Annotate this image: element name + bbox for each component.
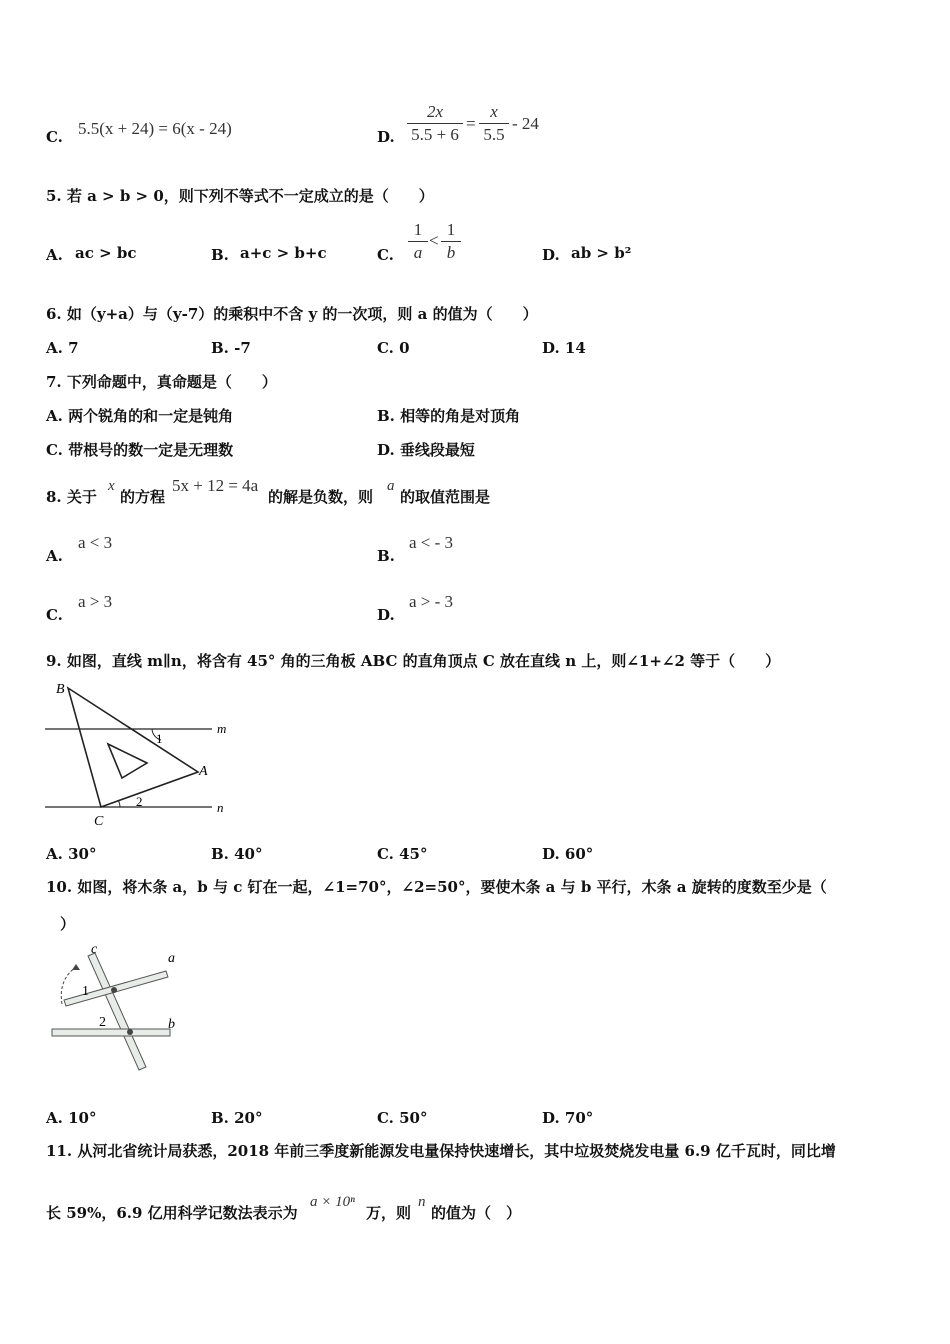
triangle-abc [68,688,198,807]
q5-option-c-fraction-right [441,220,461,263]
q10-option-b: B. 20° [211,1109,263,1127]
q11-stem-line2-post: 的值为（ ） [431,1204,522,1222]
label-2: 2 [99,1015,106,1030]
q4-option-c-expression: 5.5(x + 24) = 6(x - 24) [78,119,232,138]
q7-option-b: B. 相等的角是对顶角 [377,407,521,425]
label-a: a [168,951,175,966]
rotation-arrow-head [72,964,80,970]
denominator: a [413,243,423,262]
label-2: 2 [136,794,143,809]
numerator: x [479,102,509,124]
q4-option-d-tail: - 24 [512,114,539,133]
q8-option-a-label: A. [46,547,63,565]
q8-equation: 5x + 12 = 4a [172,476,259,495]
q8-option-d: a > - 3 [409,592,454,611]
q6-stem: 6. 如（y+a）与（y-7）的乘积中不含 y 的一次项，则 a 的值为（ ） [46,305,538,323]
label-c: c [91,942,98,957]
q8-var-a: a [387,478,395,494]
q9-figure-parallel-lines-triangle [40,676,240,832]
q5-option-b: a+c > b+c [240,244,327,262]
q4-option-d-label: D. [377,128,395,146]
q5-option-a-label: A. [46,246,63,264]
label-a: A [199,764,208,779]
q6-option-b: B. -7 [211,339,251,357]
q8-stem-pre: 8. 关于 [46,488,97,506]
q8-option-a: a < 3 [78,533,113,552]
q8-option-b: a < - 3 [409,533,454,552]
label-b: b [168,1017,175,1032]
q11-stem-line2-mid: 万，则 [366,1204,412,1222]
label-1: 1 [82,984,89,999]
q10-stem-line2: ） [60,915,76,933]
q6-option-a: A. 7 [46,339,79,357]
q8-option-c-label: C. [46,606,63,624]
q10-option-c: C. 50° [377,1109,428,1127]
q4-option-d-fraction-left [407,102,463,145]
q7-option-c: C. 带根号的数一定是无理数 [46,441,234,459]
q9-option-b: B. 40° [211,845,263,863]
denominator: 5.5 [483,125,505,144]
q8-stem-mid2: 的解是负数，则 [268,488,374,506]
label-m: m [217,721,227,736]
q9-option-c: C. 45° [377,845,428,863]
nail-2 [127,1029,133,1035]
q7-stem: 7. 下列命题中，真命题是（ ） [46,373,277,391]
q5-option-c-label: C. [377,246,394,264]
q8-option-c: a > 3 [78,592,113,611]
equals-sign: = [466,114,476,133]
q9-option-d: D. 60° [542,845,594,863]
less-than-sign: < [429,231,439,250]
q5-option-d: ab > b² [571,244,632,262]
q5-option-c-fraction-left [408,220,428,263]
q8-stem-mid1: 的方程 [120,488,166,506]
q7-option-a: A. 两个锐角的和一定是钝角 [46,407,234,425]
q10-figure-wooden-strips [42,940,192,1074]
label-n: n [217,800,224,815]
q4-option-c-label: C. [46,128,63,146]
label-1: 1 [156,731,163,746]
numerator: 2x [407,102,463,124]
numerator: 1 [441,220,461,242]
q4-option-d-fraction-right [479,102,509,145]
q10-option-a: A. 10° [46,1109,97,1127]
q11-var-n: n [418,1194,426,1210]
label-c: C [94,814,104,829]
q8-stem-post: 的取值范围是 [400,488,491,506]
strip-c [88,953,146,1070]
q10-stem-line1: 10. 如图，将木条 a，b 与 c 钉在一起，∠1=70°，∠2=50°，要使木条 a 与 b 平行，木条 a 旋转的度数至少是（ [46,878,827,896]
q6-option-d: D. 14 [542,339,586,357]
q6-option-c: C. 0 [377,339,410,357]
q9-stem: 9. 如图，直线 m∥n，将含有 45° 角的三角板 ABC 的直角顶点 C 放在直线 n 上，则∠1+∠2 等于（ ） [46,652,781,670]
q8-option-d-label: D. [377,606,395,624]
strip-b [52,1029,170,1036]
numerator: 1 [408,220,428,242]
q8-option-b-label: B. [377,547,395,565]
q5-option-b-label: B. [211,246,229,264]
label-b: B [56,682,65,697]
q11-stem-line1: 11. 从河北省统计局获悉，2018 年前三季度新能源发电量保持快速增长，其中垃圾焚烧发电量 6.9 亿千瓦时，同比增 [46,1142,836,1160]
q7-option-d: D. 垂线段最短 [377,441,475,459]
q11-scientific-notation: a × 10ⁿ [310,1194,355,1210]
q8-var-x: x [108,478,115,494]
q10-option-d: D. 70° [542,1109,594,1127]
q9-option-a: A. 30° [46,845,97,863]
q5-stem: 5. 若 a > b > 0，则下列不等式不一定成立的是（ ） [46,187,434,205]
nail-1 [111,987,117,993]
denominator: b [446,243,456,262]
denominator: 5.5 + 6 [411,125,459,144]
inner-triangle [108,744,147,778]
q5-option-d-label: D. [542,246,560,264]
q5-option-a: ac > bc [75,244,137,262]
q11-stem-line2-pre: 长 59%，6.9 亿用科学记数法表示为 [46,1204,298,1222]
